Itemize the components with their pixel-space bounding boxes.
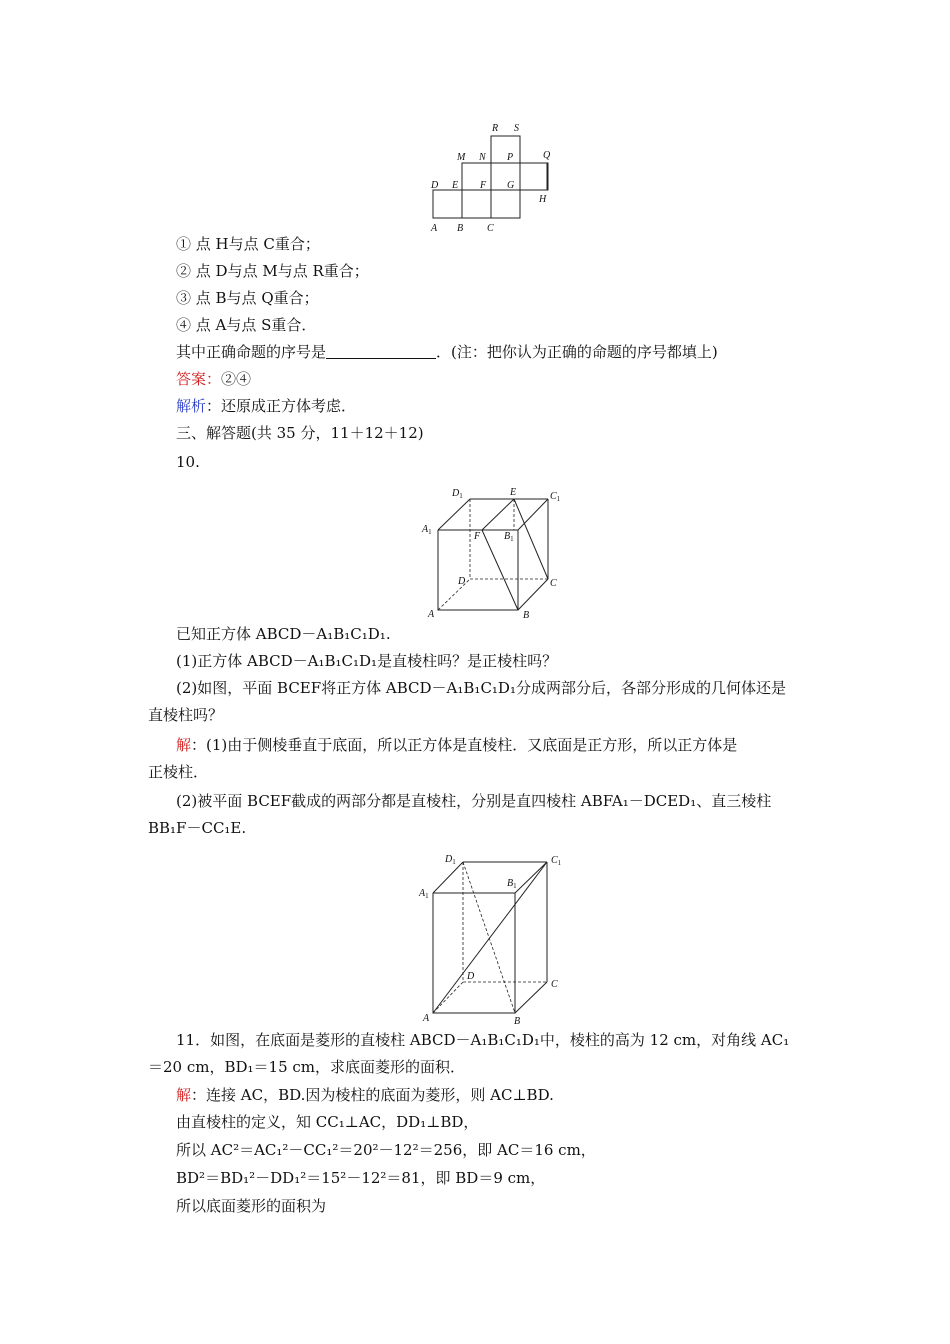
q10-sol2-line1: (2)被平面 BCEF截成的两部分都是直棱柱，分别是直四棱柱 ABFA₁－DCED₁、直三棱柱: [176, 792, 772, 810]
q10-part1: (1)正方体 ABCD－A₁B₁C₁D₁是直棱柱吗？是正棱柱吗？: [176, 652, 558, 670]
q11-line2: ＝20 cm，BD₁＝15 cm，求底面菱形的面积．: [148, 1058, 466, 1076]
prism-label-b1: $B_1$: [507, 878, 517, 890]
q11-sol-line3: 所以 AC²＝AC₁²－CC₁²＝20²－12²＝256，即 AC＝16 cm，: [176, 1141, 596, 1159]
prism-label-a1: $A_1$: [419, 888, 429, 900]
cube1-label-b: B: [523, 610, 530, 621]
cube1-label-d: D: [458, 576, 466, 587]
prism-figure: [415, 850, 575, 1030]
q9-option-4: ④ 点 A与点 S重合．: [176, 316, 317, 334]
q11-sol-line2: 由直棱柱的定义，知 CC₁⊥AC，DD₁⊥BD，: [176, 1113, 479, 1131]
section-heading: 三、解答题(共 35 分，11＋12＋12): [176, 424, 424, 442]
q9-answer: [176, 369, 251, 389]
net-label-g: G: [507, 180, 515, 191]
net-label-e: E: [452, 180, 459, 191]
q10-solution-1: [176, 735, 737, 755]
q10-solution-label: 解: [176, 736, 192, 754]
q11-sol-line4: BD²＝BD₁²－DD₁²＝15²－12²＝81，即 BD＝9 cm，: [176, 1169, 546, 1187]
q10-part2-line2: 直棱柱吗？: [148, 706, 224, 724]
q9-option-3: ③ 点 B与点 Q重合；: [176, 289, 319, 307]
net-label-h: H: [539, 194, 547, 205]
q9-prompt-pre: 其中正确命题的序号是: [176, 343, 327, 361]
q11-solution-label: 解: [176, 1086, 192, 1104]
prism-label-a: A: [423, 1013, 430, 1024]
cube1-label-c: C: [550, 578, 557, 589]
answer-label: 答案：: [176, 370, 222, 388]
net-label-p: P: [507, 152, 514, 163]
q10-part2-line1: (2)如图，平面 BCEF将正方体 ABCD－A₁B₁C₁D₁分成两部分后，各部分形成的几何体还是: [176, 679, 786, 697]
q11-sol-line5: 所以底面菱形的面积为: [176, 1197, 327, 1215]
cube1-label-f: F: [474, 531, 481, 542]
cube1-label-b1: $B_1$: [504, 531, 514, 543]
cube1-label-a: A: [428, 609, 435, 620]
net-label-b: B: [457, 223, 464, 234]
net-label-a: A: [431, 223, 438, 234]
answer-blank: [326, 344, 436, 359]
q9-analysis: [176, 396, 356, 416]
answer-value: ②④: [221, 370, 252, 388]
net-label-q: Q: [543, 150, 551, 161]
cube-bcef-figure: [418, 482, 568, 622]
net-label-s: S: [514, 123, 519, 134]
prism-label-d: D: [467, 971, 475, 982]
cube1-label-d1: $D_1$: [452, 488, 463, 500]
prism-label-c: C: [551, 979, 558, 990]
net-label-r: R: [492, 123, 499, 134]
q10-stem: 已知正方体 ABCD－A₁B₁C₁D₁.: [176, 625, 391, 643]
q11-sol-text: ：连接 AC，BD.因为棱柱的底面为菱形，则 AC⊥BD.: [191, 1086, 554, 1104]
q9-prompt-post: ．(注：把你认为正确的命题的序号都填上): [436, 343, 718, 361]
net-label-n: N: [479, 152, 486, 163]
q9-option-1: ① 点 H与点 C重合；: [176, 235, 320, 253]
net-label-c: C: [487, 223, 494, 234]
cube1-label-e: E: [510, 487, 517, 498]
prism-label-c1: $C_1$: [551, 855, 562, 867]
analysis-text: ：还原成正方体考虑．: [206, 397, 357, 415]
net-label-f: F: [480, 180, 487, 191]
q11-solution-1: [176, 1085, 554, 1105]
analysis-label: 解析: [176, 397, 207, 415]
q10-sol1-line2: 正棱柱．: [148, 763, 209, 781]
cube1-label-c1: $C_1$: [550, 491, 561, 503]
net-label-m: M: [457, 152, 466, 163]
q10-sol1-text: ：(1)由于侧棱垂直于底面，所以正方体是直棱柱．又底面是正方形，所以正方体是: [191, 736, 738, 754]
cube1-label-a1: $A_1$: [422, 524, 432, 536]
cube-net-figure: [425, 120, 565, 235]
q10-number: 10.: [176, 453, 200, 471]
net-label-d: D: [431, 180, 439, 191]
q9-option-2: ② 点 D与点 M与点 R重合；: [176, 262, 369, 280]
q10-sol2-line2: BB₁F－CC₁E.: [148, 819, 247, 837]
q11-line1: 11．如图，在底面是菱形的直棱柱 ABCD－A₁B₁C₁D₁中，棱柱的高为 12 cm，对角线 AC₁: [176, 1031, 790, 1049]
prism-label-d1: $D_1$: [445, 854, 456, 866]
prism-label-b: B: [514, 1016, 521, 1027]
q9-prompt: [176, 342, 718, 362]
